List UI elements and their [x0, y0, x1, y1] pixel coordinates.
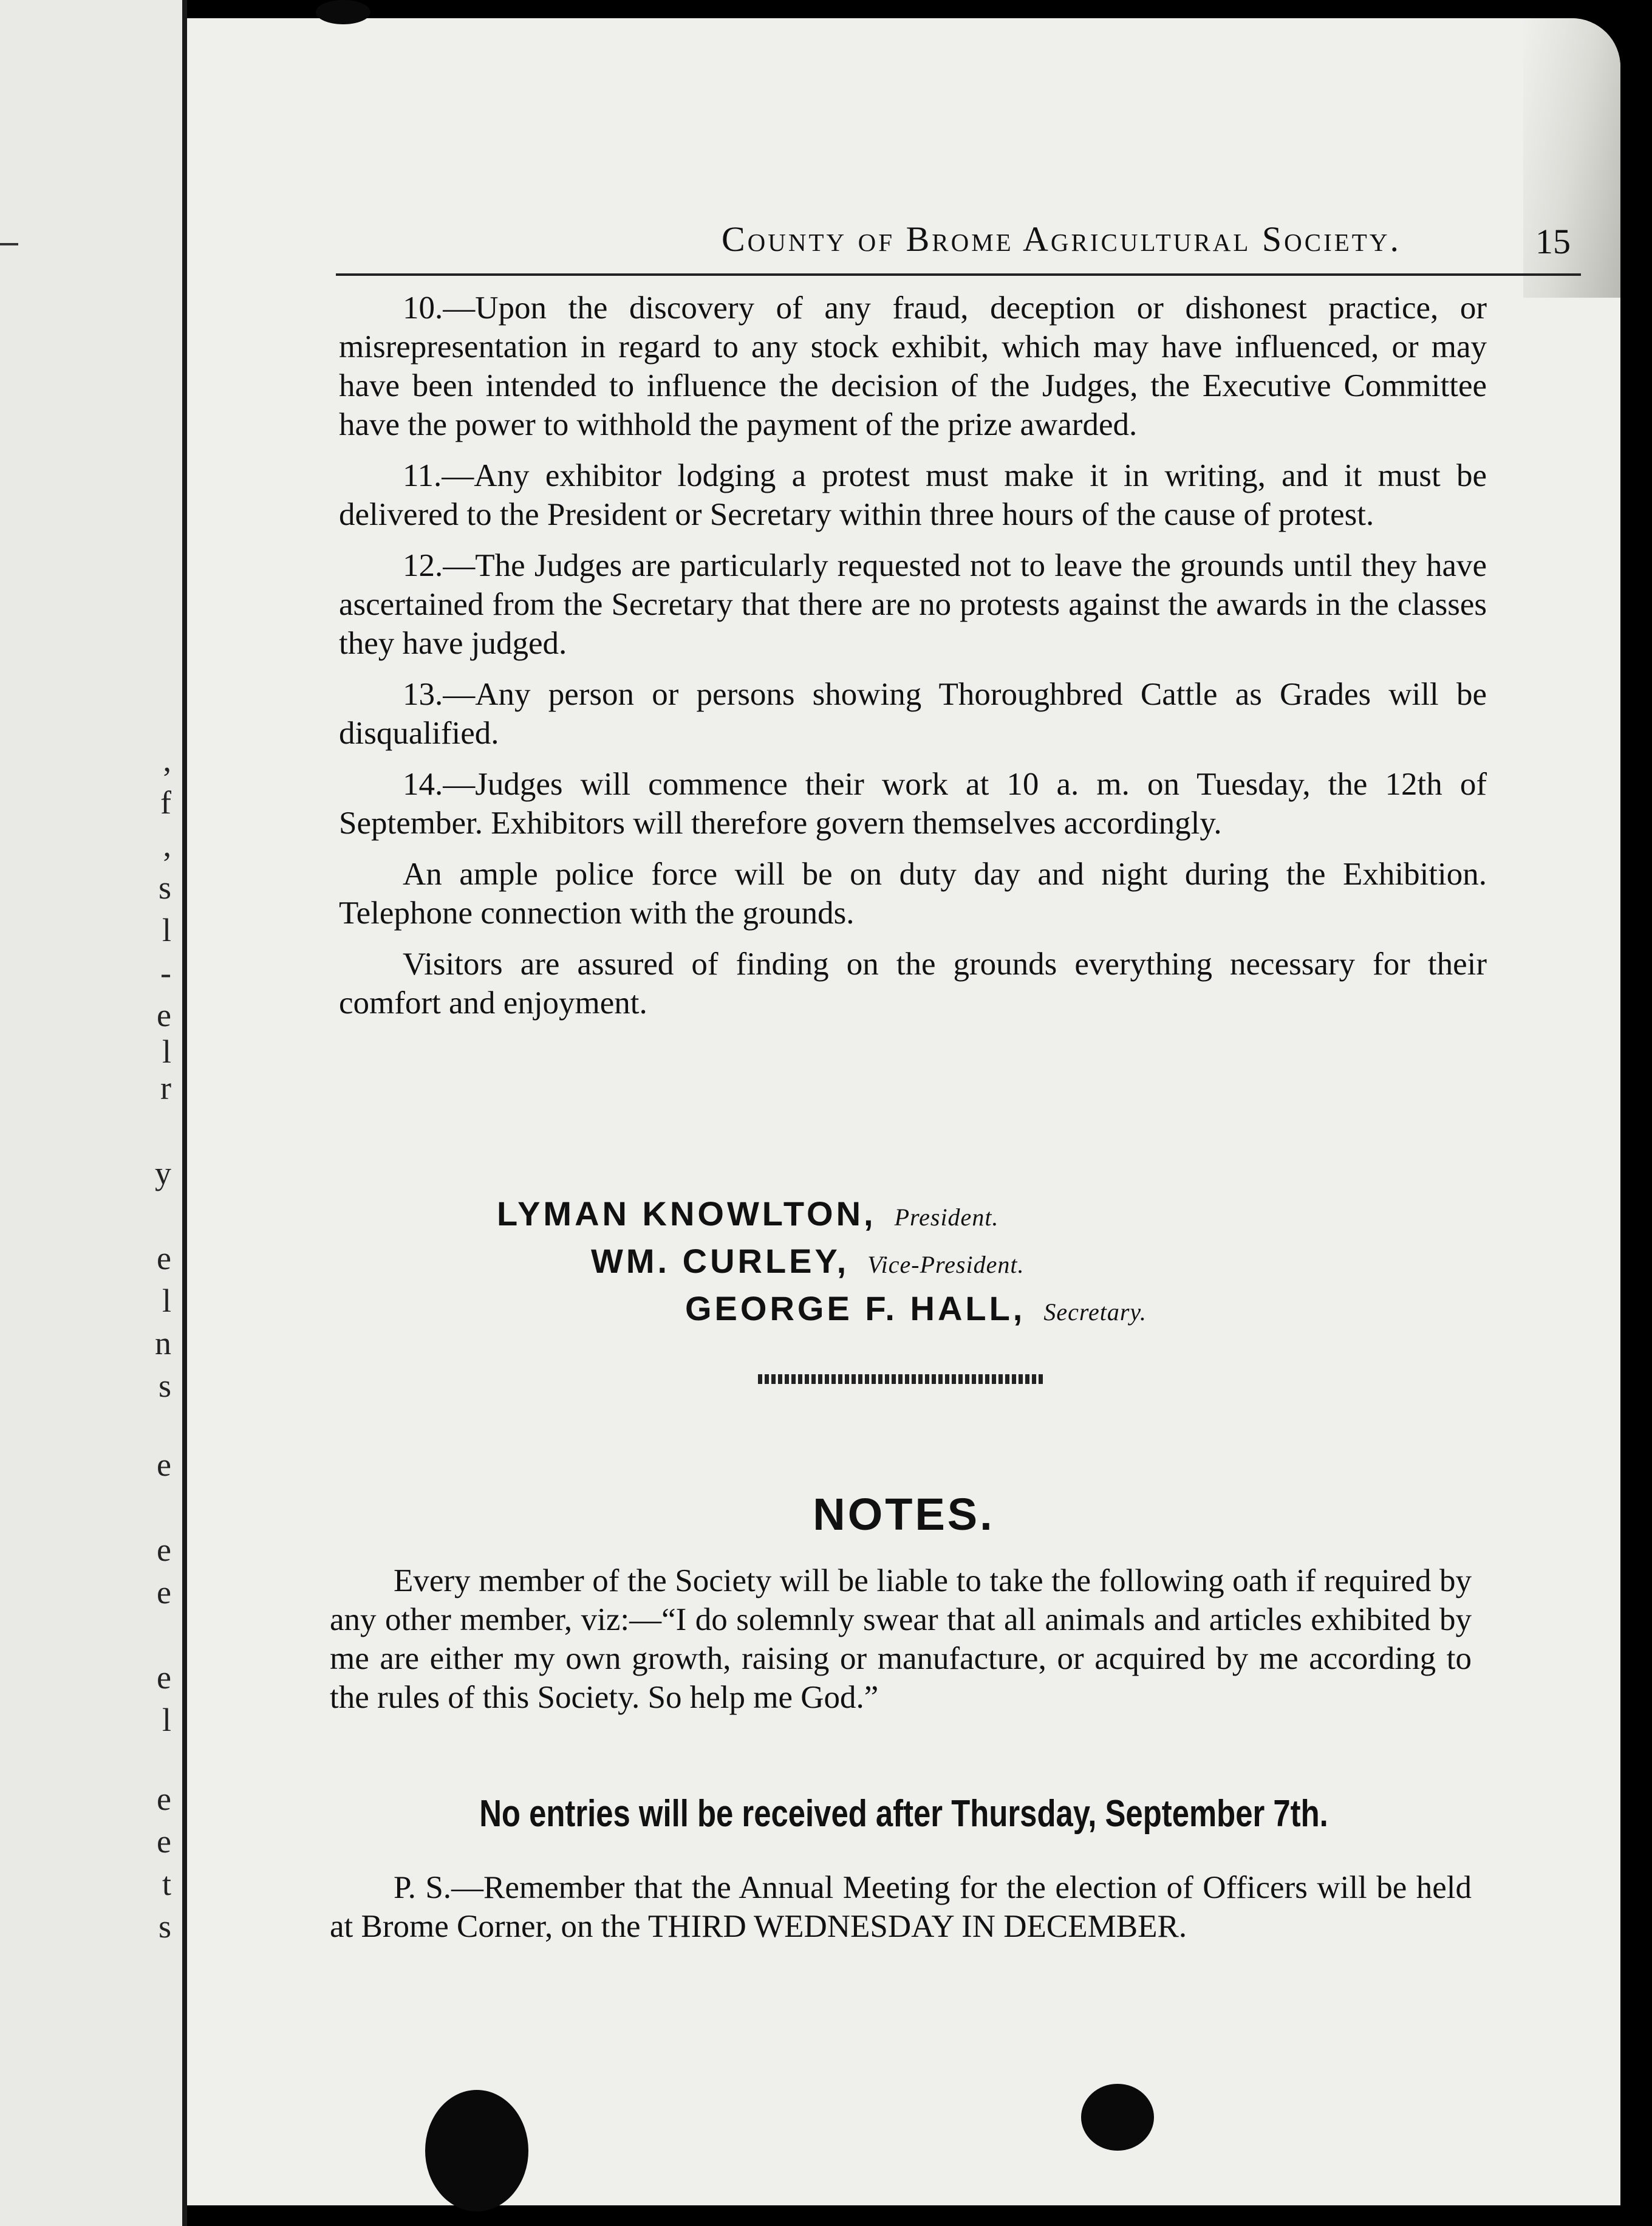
notes-heading: NOTES.	[813, 1489, 995, 1539]
facing-page-fragment: t	[162, 1866, 171, 1902]
facing-page-fragment: ,	[163, 827, 171, 863]
running-title: County of Brome Agricultural Society.	[722, 219, 1401, 259]
ink-blot	[425, 2090, 528, 2211]
ink-blot	[316, 0, 370, 24]
officer-name: LYMAN KNOWLTON,	[497, 1194, 876, 1233]
facing-page-fragment: l	[162, 1033, 171, 1070]
page-number: 15	[1535, 222, 1571, 261]
officer-name: GEORGE F. HALL,	[685, 1289, 1026, 1327]
facing-page-fragment: e	[157, 1447, 171, 1483]
facing-page-fragment: s	[158, 1368, 171, 1404]
rule-13: 13.—Any person or persons showing Thoroughbred Cattle as Grades will be disqualified.	[339, 677, 1487, 751]
facing-page-fragment: f	[160, 784, 171, 821]
facing-page-fragment: -	[160, 954, 171, 991]
document-page	[187, 18, 1620, 2205]
facing-page-fragment: n	[155, 1325, 171, 1361]
facing-page-fragment: e	[157, 1532, 171, 1568]
facing-page-fragment: l	[162, 912, 171, 948]
officer-title: President.	[894, 1204, 999, 1231]
officer-title: Vice-President.	[867, 1251, 1025, 1278]
officers-signature-block	[187, 1194, 1620, 1346]
facing-page-fragment: e	[157, 1781, 171, 1817]
facing-page-fragment: r	[160, 1070, 171, 1106]
officer-name: WM. CURLEY,	[591, 1242, 850, 1280]
running-header	[336, 200, 1581, 276]
police-notice: An ample police force will be on duty day and night during the Exhibition. Telephone connection with the grounds.	[339, 857, 1487, 931]
facing-page-fragment: l	[162, 1702, 171, 1738]
rules-section	[339, 289, 1487, 1035]
facing-page-fragment: ,	[163, 742, 171, 778]
ornamental-divider	[758, 1374, 1043, 1384]
visitors-notice: Visitors are assured of finding on the grounds everything necessary for their comfort and enjoyment.	[339, 947, 1487, 1021]
facing-page-fragment: s	[158, 869, 171, 906]
rule-14: 14.—Judges will commence their work at 10 a. m. on Tuesday, the 12th of September. Exhibitors will therefore govern themselves accordingly.	[339, 767, 1487, 841]
officer-vice-president	[591, 1241, 1024, 1281]
facing-page-fragment: y	[155, 1155, 171, 1191]
facing-page-fragment: e	[157, 1574, 171, 1611]
oath-paragraph: Every member of the Society will be liable to take the following oath if required by any other member, viz:—“I do solemnly swear that all animals and articles exhibited by me are either my own growth, raising or manufacture, or acquired by me according to the rules of this Society. So help me God.”	[330, 1563, 1472, 1715]
facing-page-fragment: e	[157, 997, 171, 1033]
officer-title: Secretary.	[1043, 1298, 1147, 1326]
ink-blot	[1081, 2084, 1154, 2151]
entry-deadline-notice: No entries will be received after Thursday, September 7th.	[479, 1793, 1328, 1835]
rule-11: 11.—Any exhibitor lodging a protest must make it in writing, and it must be delivered to the President or Secretary within three hours of the cause of protest.	[339, 458, 1487, 532]
postscript-paragraph: P. S.—Remember that the Annual Meeting for the election of Officers will be held at Brome Corner, on the THIRD WEDNESDAY IN DECEMBER.	[330, 1870, 1472, 1944]
notes-oath-section	[330, 1561, 1472, 1717]
facing-page-fragment: l	[162, 1283, 171, 1319]
facing-page-fragment: e	[157, 1659, 171, 1696]
facing-page-fragment: e	[157, 1823, 171, 1860]
rule-12: 12.—The Judges are particularly requested not to leave the grounds until they have ascertained from the Secretary that there are no protests against the awards in the classes they have judged.	[339, 548, 1487, 661]
rule-10: 10.—Upon the discovery of any fraud, deception or dishonest practice, or misrepresentation in regard to any stock exhibit, which may have influenced, or may have been intended to influence the decision of the Judges, the Executive Committee have the power to withhold the payment of the prize awarded.	[339, 290, 1487, 442]
officer-secretary	[685, 1289, 1147, 1328]
postscript-section	[330, 1868, 1472, 1946]
facing-page-fragment: s	[158, 1908, 171, 1945]
facing-page-edge	[0, 0, 187, 2226]
officer-president	[497, 1194, 998, 1233]
facing-page-rule	[0, 243, 18, 245]
facing-page-fragment: e	[157, 1240, 171, 1276]
